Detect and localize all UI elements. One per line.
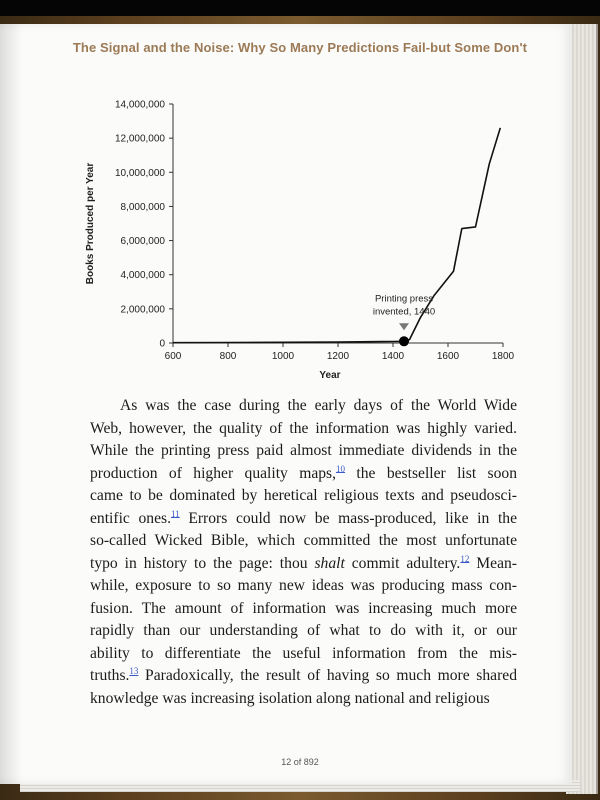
text-line: knowledge was increasing isolation along national and religious bbox=[90, 689, 490, 707]
footnote-link[interactable]: 12 bbox=[460, 553, 470, 564]
text-line: truths.$^{13}$ Paradoxically, the result of having so much more shared bbox=[90, 665, 517, 684]
text-line: While the printing press paid almost immediate dividends in the bbox=[90, 442, 517, 459]
x-tick-label: 1200 bbox=[326, 351, 350, 362]
y-tick-label: 2,000,000 bbox=[120, 304, 165, 316]
book-title-header: The Signal and the Noise: Why So Many Predictions Fail-but Some Don't bbox=[72, 40, 528, 55]
text-line: so-called Wicked Bible, which committed the most unfortunate bbox=[90, 532, 517, 549]
x-tick-label: 1000 bbox=[271, 351, 295, 362]
x-tick-label: 800 bbox=[219, 351, 237, 362]
footnote-link[interactable]: 11 bbox=[170, 508, 180, 519]
page-gutter-shadow bbox=[0, 24, 22, 784]
x-axis bbox=[165, 343, 515, 381]
annotation-point bbox=[399, 336, 409, 346]
x-tick-label: 1800 bbox=[491, 351, 515, 362]
text-line: ability to differentiate the useful information from the mis- bbox=[90, 644, 517, 662]
y-tick-label: 0 bbox=[159, 338, 165, 350]
body-text bbox=[90, 395, 517, 710]
x-tick-label: 1400 bbox=[381, 351, 405, 362]
footnote-link[interactable]: 10 bbox=[336, 463, 346, 474]
y-axis-label: Books Produced per Year bbox=[85, 162, 96, 285]
annotation-layer bbox=[373, 293, 435, 346]
x-tick-label: 1600 bbox=[436, 351, 460, 362]
annotation-label: Printing press bbox=[374, 293, 434, 305]
text-line: production of higher quality maps,$^{10}$ the bestseller list soon bbox=[90, 463, 518, 482]
text-line: while, exposure to so many new ideas was producing mass con- bbox=[90, 577, 517, 594]
y-tick-label: 6,000,000 bbox=[120, 236, 165, 248]
footnote-link[interactable]: 13 bbox=[129, 665, 139, 676]
x-tick-label: 600 bbox=[164, 351, 182, 362]
y-axis bbox=[85, 100, 173, 350]
y-tick-label: 4,000,000 bbox=[120, 270, 165, 282]
text-line: rapidly than our understanding of what to do with it, or our bbox=[90, 622, 517, 639]
y-tick-label: 14,000,000 bbox=[114, 99, 165, 111]
y-tick-label: 10,000,000 bbox=[114, 167, 165, 179]
books-produced-chart bbox=[70, 86, 530, 386]
annotation-marker bbox=[399, 323, 409, 330]
text-line: entific ones.$^{11}$ Errors could now be mass-produced, like in the bbox=[90, 508, 517, 527]
text-line: typo in history to the page: thou shalt commit adultery.$^{12}$ Mean- bbox=[90, 553, 517, 572]
series-line bbox=[173, 128, 500, 343]
text-line: came to be dominated by heretical religious texts and pseudosci- bbox=[90, 487, 517, 504]
text-line: Web, however, the quality of the information was highly varied. bbox=[90, 419, 517, 437]
y-tick-label: 12,000,000 bbox=[114, 133, 165, 145]
series-layer bbox=[173, 128, 500, 343]
x-axis-label: Year bbox=[319, 370, 341, 381]
text-line: As was the case during the early days of the World Wide bbox=[120, 397, 517, 414]
page-indicator: 12 of 892 bbox=[281, 757, 319, 767]
text-line: fusion. The amount of information was increasing much more bbox=[90, 599, 517, 617]
annotation-label: invented, 1440 bbox=[372, 306, 436, 318]
y-tick-label: 8,000,000 bbox=[120, 201, 165, 213]
